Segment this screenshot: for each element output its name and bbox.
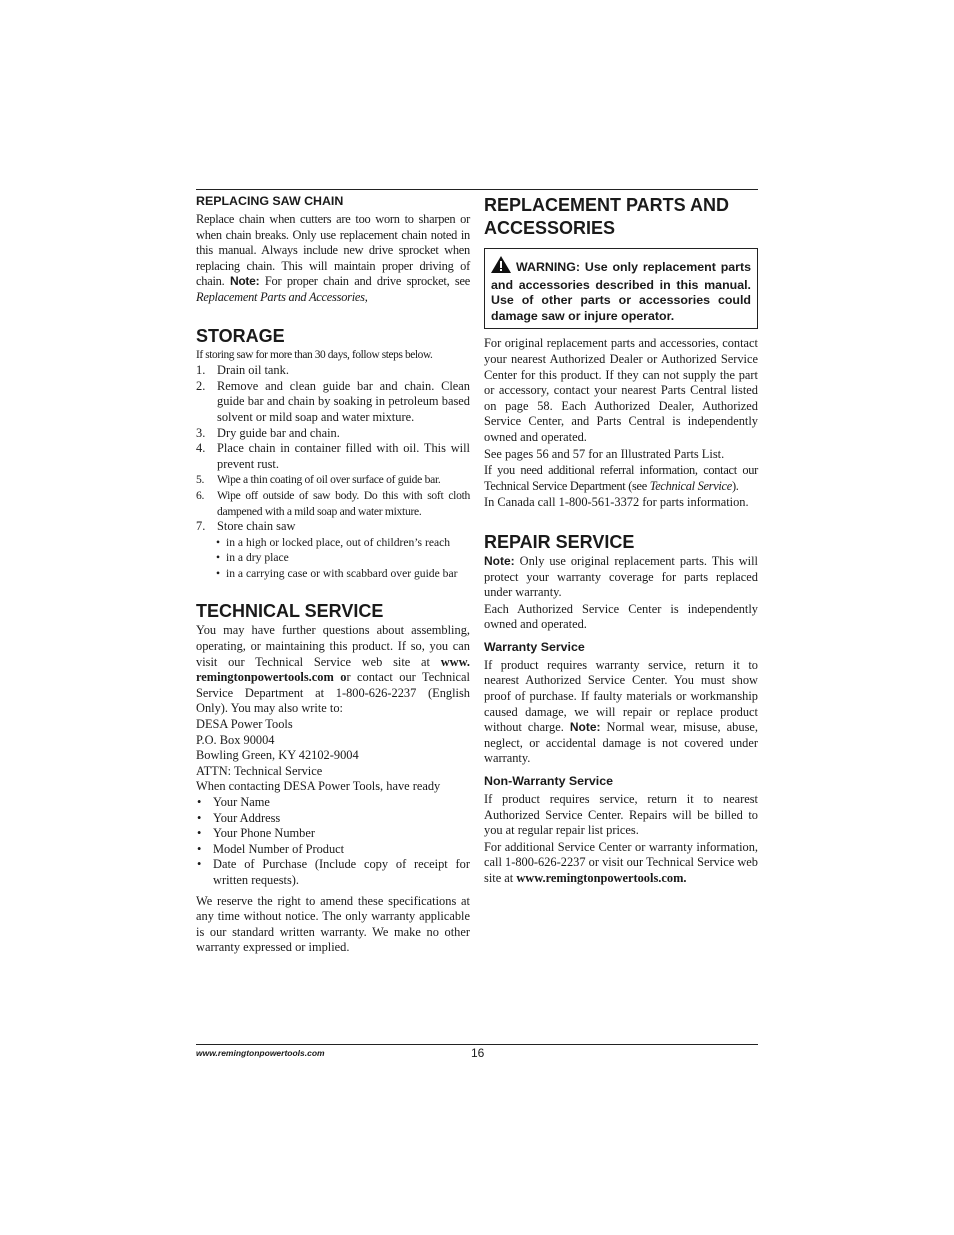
list-item: • Your Address (196, 811, 470, 827)
step-text: Drain oil tank. (217, 363, 289, 378)
step-text: Remove and clean guide bar and chain. Clean guide bar and chain by soaking in petroleum based solvent or mild soap and water mixture. (217, 378, 470, 424)
list-item: • Date of Purchase (Include copy of receipt for written requests). (196, 857, 470, 888)
step-number: 6. (196, 488, 205, 502)
page-number: 16 (471, 1046, 485, 1060)
list-item: • in a carrying case or with scabbard over guide bar (216, 566, 470, 582)
parts-paragraph-4: In Canada call 1-800-561-3372 for parts information. (484, 495, 749, 510)
address-line: DESA Power Tools (196, 717, 293, 732)
replacing-saw-chain-heading: REPLACING SAW CHAIN (196, 194, 344, 208)
mailing-address (196, 717, 470, 779)
step-text: Wipe off outside of saw body. Do this with soft cloth dampened with a mild soap and water mixture. (217, 488, 470, 518)
warning-box (484, 248, 758, 329)
replacing-saw-chain-paragraph: Replace chain when cutters are too worn to sharpen or when chain breaks. Only use replacement chain noted in this manual. Always include new drive sprocket when replacing chain. This will maintain proper driving of chain. Note: For proper chain and drive sprocket, see Replacement Parts and Accessories, (196, 212, 470, 304)
store-location-bullets (196, 535, 470, 582)
storage-step (196, 379, 470, 426)
step-text: Dry guide bar and chain. (217, 425, 340, 440)
technical-service-url[interactable]: www. remingtonpowertools.com o (196, 654, 470, 685)
storage-step (196, 488, 470, 519)
right-column (484, 194, 758, 887)
non-warranty-paragraph-2: For additional Service Center or warranty information, call 1-800-626-2237 or visit our Technical Service web site at www.remingtonpowertools.com. (484, 839, 758, 885)
storage-step (196, 441, 470, 472)
step-text: Wipe a thin coating of oil over surface of guide bar. (217, 473, 441, 487)
step-number: 4. (196, 441, 206, 456)
address-line: ATTN: Technical Service (196, 763, 323, 778)
warranty-service-heading: Warranty Service (484, 639, 585, 654)
repair-paragraph-1: Note: Only use original replacement parts. This will protect your warranty coverage for parts replaced under warranty. (484, 553, 758, 600)
storage-step (196, 519, 470, 535)
address-line: P.O. Box 90004 (196, 732, 275, 747)
storage-heading: STORAGE (196, 325, 285, 346)
contact-intro: When contacting DESA Power Tools, have ready (196, 779, 441, 794)
left-column (196, 194, 470, 956)
repair-paragraph-2: Each Authorized Service Center is independently owned and operated. (484, 601, 758, 632)
warning-triangle-icon (491, 256, 511, 278)
technical-service-reference: Technical Service (649, 478, 732, 493)
step-number: 3. (196, 425, 206, 440)
storage-step (196, 426, 470, 442)
list-item: • in a high or locked place, out of children’s reach (216, 535, 470, 551)
step-number: 1. (196, 363, 206, 378)
parts-paragraph-2: See pages 56 and 57 for an Illustrated Parts List. (484, 446, 725, 461)
footer-rule (196, 1044, 758, 1045)
non-warranty-service-heading: Non-Warranty Service (484, 774, 613, 789)
step-number: 2. (196, 378, 206, 393)
step-text: Place chain in container filled with oil. This will prevent rust. (217, 441, 470, 471)
parts-paragraph-1: For original replacement parts and accessories, contact your nearest Authorized Dealer or Authorized Service Center for this product. If they can not supply the part or accessory, contact your nearest Parts Central listed on page 58. Each Authorized Dealer, Authorized Service Center, and Parts Central is independently owned and operated. (484, 336, 758, 444)
step-text: Store chain saw (217, 519, 296, 534)
address-line: Bowling Green, KY 42102-9004 (196, 748, 359, 763)
storage-step (196, 472, 470, 488)
storage-intro: If storing saw for more than 30 days, follow steps below. (196, 348, 433, 361)
warranty-paragraph: If product requires warranty service, return it to nearest Authorized Service Center. You must show proof of purchase. If faulty materials or workmanship caused damage, we will repair or replace product without charge. Note: Normal wear, misuse, abuse, neglect, or accidental damage is not covered under warranty. (484, 657, 758, 766)
contact-checklist (196, 795, 470, 889)
replacement-parts-heading: REPLACEMENT PARTS AND ACCESSORIES (484, 195, 730, 238)
footer-url: www.remingtonpowertools.com (196, 1048, 325, 1058)
replacement-parts-reference: Replacement Parts and Accessories, (196, 289, 368, 304)
storage-step (196, 363, 470, 379)
top-rule (196, 189, 758, 190)
step-number: 5. (196, 473, 205, 487)
website-link[interactable]: www.remingtonpowertools.com. (516, 871, 687, 885)
list-item: • in a dry place (216, 550, 470, 566)
technical-service-heading: TECHNICAL SERVICE (196, 601, 384, 622)
list-item: • Your Name (196, 795, 470, 811)
step-number: 7. (196, 519, 206, 534)
non-warranty-paragraph-1: If product requires service, return it to nearest Authorized Service Center. Repairs will be billed to you at regular repair list prices. (484, 792, 758, 838)
storage-steps-list (196, 363, 470, 535)
reserve-rights-paragraph: We reserve the right to amend these specifications at any time without notice. The only warranty applicable is our standard written warranty. We make no other warranty expressed or implied. (196, 893, 470, 955)
list-item: • Model Number of Product (196, 842, 470, 858)
parts-paragraph-3: If you need additional referral information, contact our Technical Service Department (see Technical Service). (484, 463, 758, 493)
repair-service-heading: REPAIR SERVICE (484, 531, 635, 552)
warning-text: WARNING: Use only replacement parts and accessories described in this manual. Use of other parts or accessories could damage saw or injure operator. (491, 260, 751, 323)
list-item: • Your Phone Number (196, 826, 470, 842)
technical-service-paragraph: You may have further questions about assembling, operating, or maintaining this product. If so, you can visit our Technical Service web site at www. remingtonpowertools.com or contact our Technical Service Department at 1-800-626-2237 (English Only). You may also write to: (196, 623, 471, 716)
